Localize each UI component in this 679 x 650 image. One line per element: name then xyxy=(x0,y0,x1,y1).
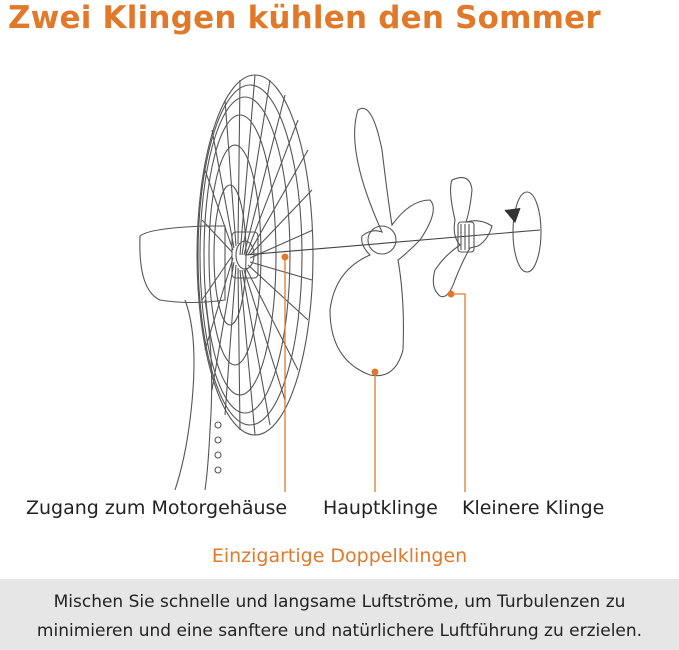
motor-housing-marker xyxy=(282,254,289,261)
label-small-blade: Kleinere Klinge xyxy=(462,497,605,519)
description-line-1: Mischen Sie schnelle und langsame Luftströme, um Turbulenzen zu xyxy=(53,592,626,612)
motor-housing-outline xyxy=(140,226,225,303)
small-blade-marker xyxy=(448,291,455,298)
description-line-2: minimieren und eine sanftere und natürlichere Luftführung zu erzielen. xyxy=(36,621,643,641)
page-title: Zwei Klingen kühlen den Sommer xyxy=(8,0,601,36)
description-band xyxy=(0,579,679,650)
feature-subtitle: Einzigartige Doppelklingen xyxy=(211,545,468,567)
main-blade-outline xyxy=(330,108,433,375)
label-main-blade: Hauptklinge xyxy=(323,497,438,519)
label-motor-housing: Zugang zum Motorgehäuse xyxy=(26,497,288,519)
main-blade-marker xyxy=(372,369,379,376)
